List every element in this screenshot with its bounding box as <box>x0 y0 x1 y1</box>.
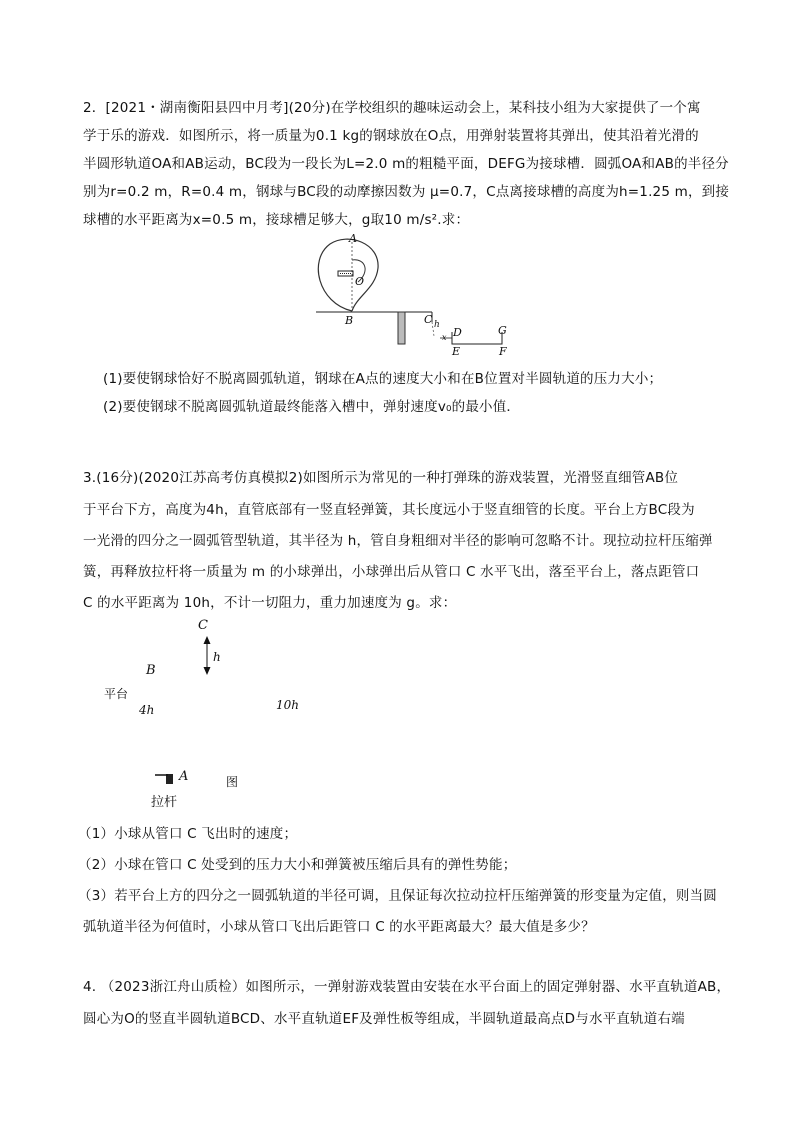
p2-fig-label-F: F <box>499 345 507 358</box>
p3-fig-caption: 图 <box>226 775 239 789</box>
p2-line-1: 2．[2021・湖南衡阳县四中月考](20分)在学校组织的趣味运动会上，某科技小组为大家提供了一个寓 <box>83 100 701 116</box>
p3-line-5: C 的水平距离为 10h，不计一切阻力，重力加速度为 g。求： <box>83 595 457 611</box>
p3-fig-label-4h: 4h <box>139 703 155 717</box>
p2-fig-label-C: C <box>424 313 433 326</box>
p4-line-1: 4. （2023浙江舟山质检）如图所示，一弹射游戏装置由安装在水平台面上的固定弹射器、水平直轨道AB， <box>83 979 731 995</box>
p3-fig-label-B: B <box>146 663 156 678</box>
p2-fig-label-E: E <box>452 345 461 358</box>
p3-fig-label-rod: 拉杆 <box>151 795 178 810</box>
p2-line-3: 半圆形轨道OA和AB运动，BC段为一段长为L=2.0 m的粗糙平面，DEFG为接球槽．圆弧OA和AB的半径分 <box>83 156 729 172</box>
p3-question-1: （1）小球从管口 C 飞出时的速度； <box>78 826 298 842</box>
p3-question-3a: （3）若平台上方的四分之一圆弧轨道的半径可调，且保证每次拉动拉杆压缩弹簧的形变量为定值，则当圆 <box>78 888 717 904</box>
p2-fig-label-A: A <box>349 232 357 245</box>
p3-fig-label-10h: 10h <box>276 698 299 712</box>
p3-line-3: 一光滑的四分之一圆弧管型轨道，其半径为 h，管自身粗细对半径的影响可忽略不计。现拉动拉杆压缩弹 <box>83 533 713 549</box>
p2-fig-label-G: G <box>498 324 507 337</box>
p3-fig-label-A: A <box>179 769 189 784</box>
p3-fig-label-h: h <box>213 650 221 664</box>
p2-question-1: (1)要使钢球恰好不脱离圆弧轨道，钢球在A点的速度大小和在B位置对半圆轨道的压力大小； <box>103 371 663 387</box>
p2-question-2: (2)要使钢球不脱离圆弧轨道最终能落入槽中，弹射速度v₀的最小值． <box>103 399 521 415</box>
p2-fig-label-x: x <box>442 333 447 342</box>
p2-line-4: 别为r=0.2 m，R=0.4 m，钢球与BC段的动摩擦因数为 μ=0.7，C点离接球槽的高度为h=1.25 m，到接 <box>83 184 730 200</box>
p3-fig-label-C: C <box>198 618 208 633</box>
p3-question-2: （2）小球在管口 C 处受到的压力大小和弹簧被压缩后具有的弹性势能； <box>78 857 517 873</box>
p2-line-5: 球槽的水平距离为x=0.5 m，接球槽足够大，g取10 m/s².求： <box>83 212 470 228</box>
p3-question-3b: 弧轨道半径为何值时，小球从管口飞出后距管口 C 的水平距离最大？最大值是多少？ <box>83 919 595 935</box>
p3-line-4: 簧，再释放拉杆将一质量为 m 的小球弹出，小球弹出后从管口 C 水平飞出，落至平台上，落点距管口 <box>83 564 700 580</box>
p2-fig-label-O: O <box>355 275 365 288</box>
p2-fig-label-D: D <box>453 326 462 339</box>
p2-line-2: 学于乐的游戏．如图所示，将一质量为0.1 kg的钢球放在O点，用弹射装置将其弹出，使其沿着光滑的 <box>83 128 699 144</box>
p2-fig-label-B: B <box>345 314 354 327</box>
p3-line-2: 于平台下方，高度为4h，直管底部有一竖直轻弹簧，其长度远小于竖直细管的长度。平台上方BC段为 <box>83 502 695 518</box>
p2-fig-label-h: h <box>434 320 440 330</box>
p4-line-2: 圆心为O的竖直半圆轨道BCD、水平直轨道EF及弹性板等组成，半圆轨道最高点D与水平直轨道右端 <box>83 1011 685 1027</box>
p3-fig-label-platform: 平台 <box>104 687 129 701</box>
p3-line-1: 3.(16分)(2020江苏高考仿真模拟2)如图所示为常见的一种打弹珠的游戏装置，光滑竖直细管AB位 <box>83 470 679 486</box>
